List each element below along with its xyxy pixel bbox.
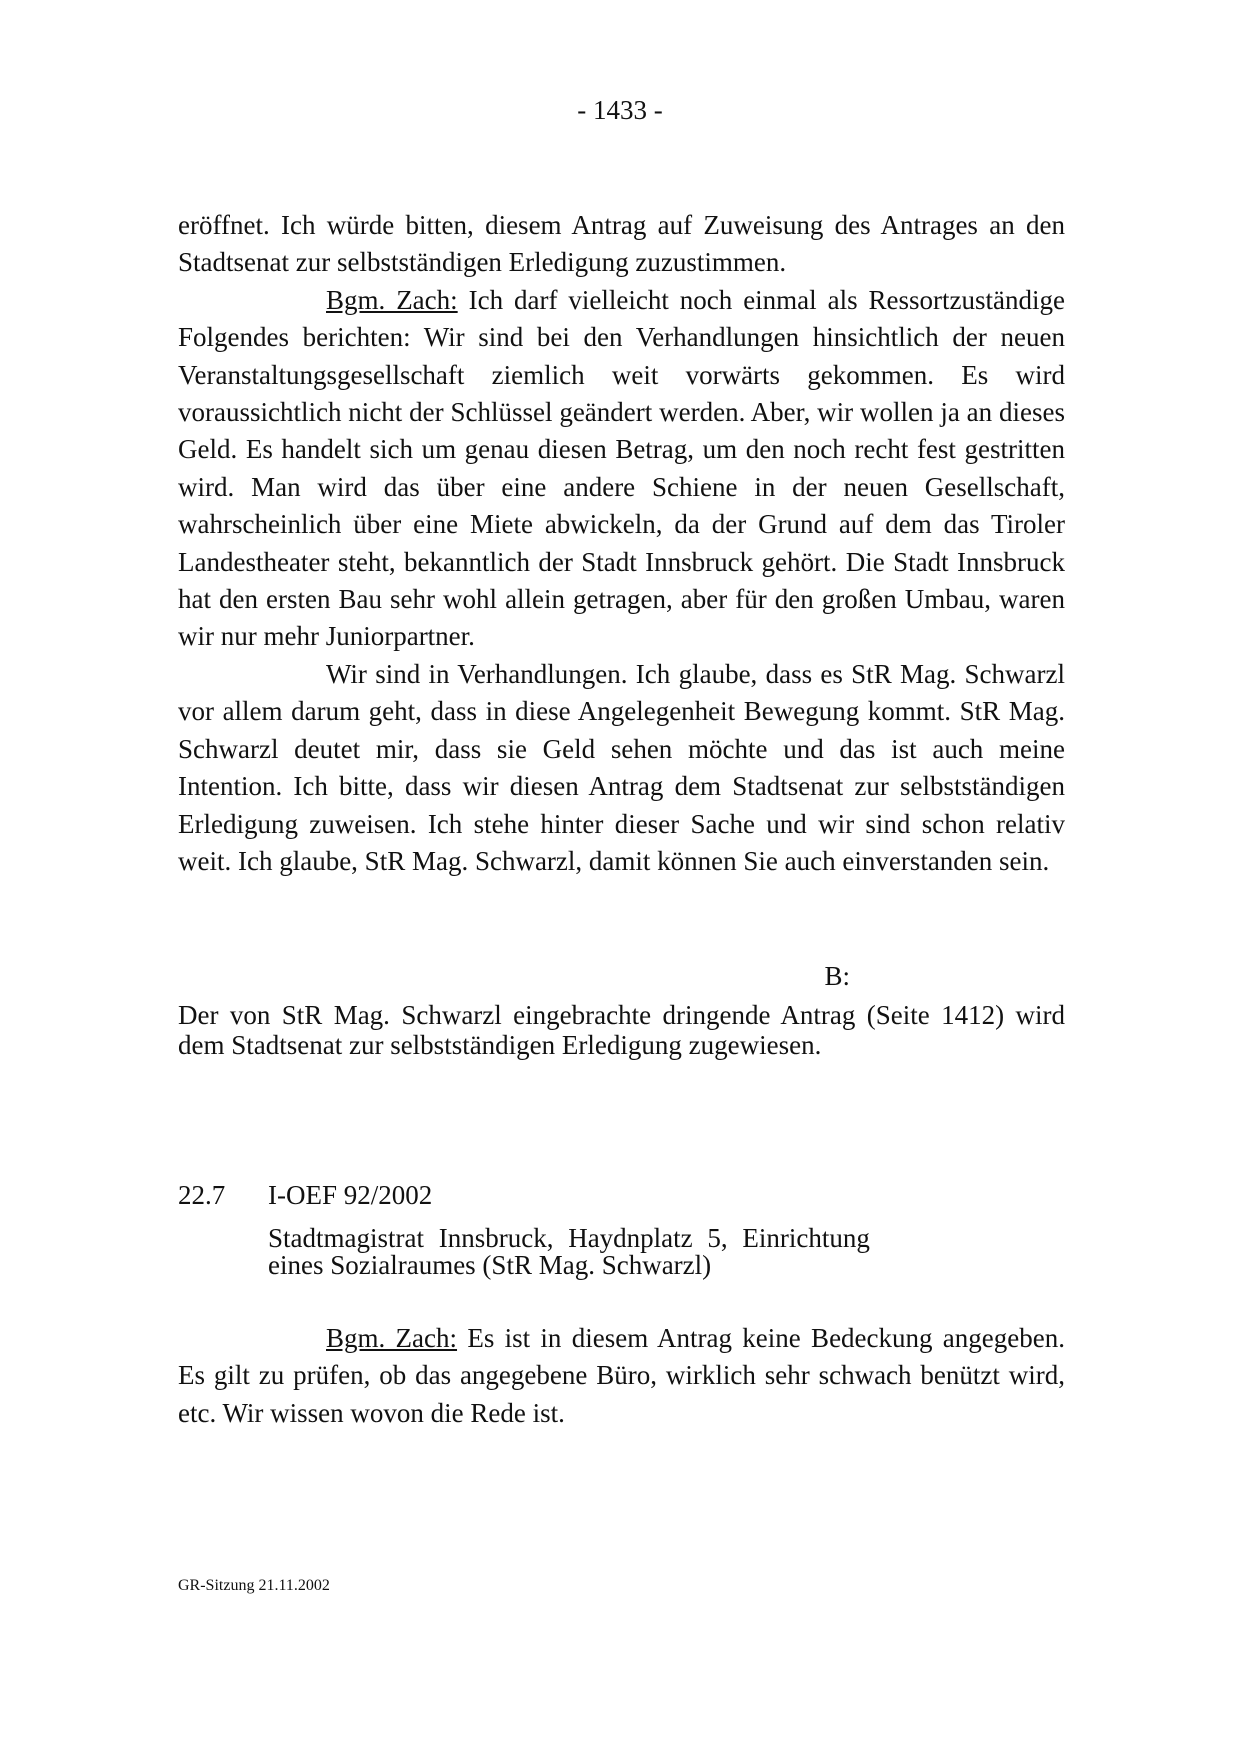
page-number: - 1433 - [577, 95, 663, 125]
speaker-statement: Es ist in diesem Antrag keine Bedeckung angegeben. Es gilt zu prüfen, ob das angegebene Büro, wirklich sehr schwach benützt wird, etc. Wir wissen wovon die Rede ist. [178, 1323, 1065, 1428]
speaker-label: Bgm. Zach: [326, 284, 458, 315]
agenda-item-number: 22.7 [178, 1180, 226, 1210]
agenda-item-title-line-1: Stadtmagistrat Innsbruck, Haydnplatz 5, Einrichtung [268, 1223, 870, 1253]
resolution-text: Der von StR Mag. Schwarzl eingebrachte dringende Antrag (Seite 1412) wird dem Stadtsenat zur selbstständigen Erledigung zugewiesen. [178, 1000, 1065, 1060]
paragraph-continuation: eröffnet. Ich würde bitten, diesem Antrag auf Zuweisung des Antrages an den Stadtsenat zur selbstständigen Erledigung zuzustimmen. [178, 210, 1065, 278]
resolution-label: B: [824, 961, 850, 991]
transcript-block-2 [178, 1320, 1065, 1432]
agenda-item-title-line-2: eines Sozialraumes (StR Mag. Schwarzl) [268, 1250, 712, 1280]
paragraph-negotiations: Wir sind in Verhandlungen. Ich glaube, dass es StR Mag. Schwarzl vor allem darum geht, dass in diese Angelegenheit Bewegung kommt. StR Mag. Schwarzl deutet mir, dass sie Geld sehen möchte und das ist auch meine Intention. Ich bitte, dass wir diesen Antrag dem Stadtsenat zur selbstständigen Erledigung zuweisen. Ich stehe hinter dieser Sache und wir sind schon relativ weit. Ich glaube, StR Mag. Schwarzl, damit können Sie auch einverstanden sein. [178, 658, 1065, 876]
paragraph-speaker-zach-2 [178, 1320, 1065, 1432]
transcript-block-1 [178, 207, 1065, 880]
agenda-item-code: I-OEF 92/2002 [268, 1180, 433, 1210]
footer-session-date: GR-Sitzung 21.11.2002 [178, 1577, 330, 1594]
speaker-label: Bgm. Zach: [326, 1323, 458, 1353]
speaker-statement: Ich darf vielleicht noch einmal als Ressortzuständige Folgendes berichten: Wir sind bei den Verhandlungen hinsichtlich der neuen Veranstaltungsgesellschaft ziemlich weit vorwärts gekommen. Es wird voraussichtlich nicht der Schlüssel geändert werden. Aber, wir wollen ja an dieses Geld. Es handelt sich um genau diesen Betrag, um den noch recht fest gestritten wird. Man wird das über eine andere Schiene in der neuen Gesellschaft, wahrscheinlich über eine Miete abwickeln, da der Grund auf dem das Tiroler Landestheater steht, bekanntlich der Stadt Innsbruck gehört. Die Stadt Innsbruck hat den ersten Bau sehr wohl allein getragen, aber für den großen Umbau, waren wir nur mehr Juniorpartner. [178, 284, 1065, 652]
paragraph-speaker-zach [178, 282, 1065, 656]
agenda-item-title [268, 1225, 928, 1279]
